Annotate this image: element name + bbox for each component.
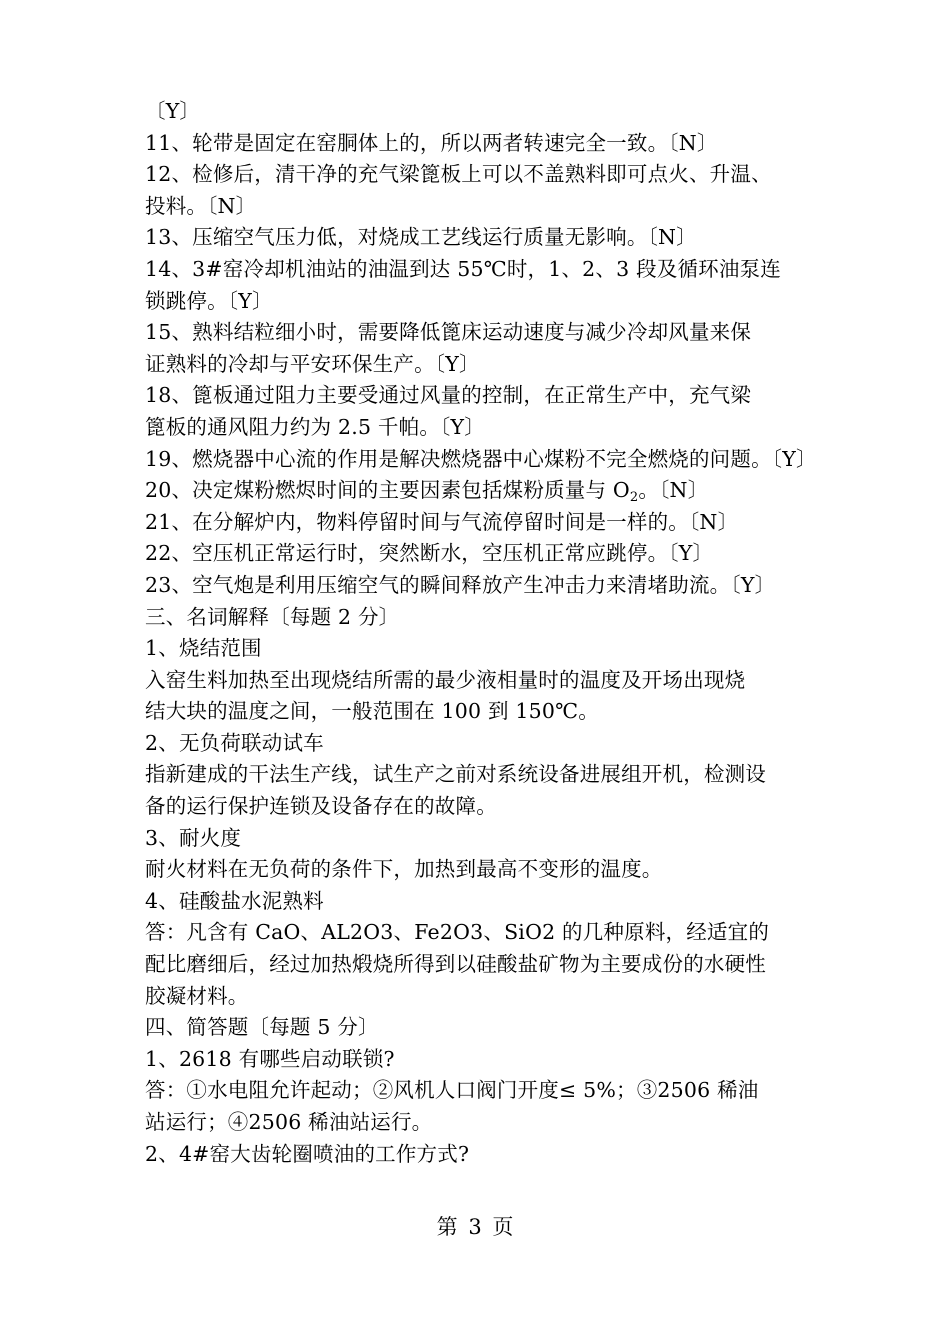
question-line: 2、4#窑大齿轮圈喷油的工作方式? (145, 1141, 470, 1166)
text-line: 22、空压机正常运行时，突然断水，空压机正常应跳停。〔Y〕 (145, 541, 714, 566)
term-title: 2、无负荷联动试车 (145, 730, 324, 755)
text-line: 指新建成的干法生产线，试生产之前对系统设备进展组开机，检测设 (145, 762, 766, 787)
page-number: 3 (468, 1215, 482, 1239)
term-title: 1、烧结范围 (145, 636, 262, 661)
line20-subscript: 2 (629, 490, 639, 506)
document-body (145, 96, 865, 1170)
text-line: 19、燃烧器中心流的作用是解决燃烧器中心煤粉不完全燃烧的问题。〔Y〕 (145, 446, 817, 471)
text-line: 证熟料的冷却与平安环保生产。〔Y〕 (145, 351, 480, 376)
text-line: 投料。〔N〕 (145, 193, 257, 218)
text-line: 入窑生料加热至出现烧结所需的最少液相量时的温度及开场出现烧 (145, 667, 746, 692)
text-line: 答：凡含有 CaO、AL2O3、Fe2O3、SiO2 的几种原料，经适宜的 (145, 920, 770, 945)
text-line: 13、压缩空气压力低，对烧成工艺线运行质量无影响。〔N〕 (145, 225, 697, 250)
text-line: 耐火材料在无负荷的条件下，加热到最高不变形的温度。 (145, 857, 663, 882)
text-line: 答：①水电阻允许起动；②风机人口阀门开度≤ 5%；③2506 稀油 (145, 1078, 759, 1103)
section-heading: 四、简答题〔每题 5 分〕 (145, 1015, 379, 1040)
term-title: 3、耐火度 (145, 825, 242, 850)
text-line: 15、熟料结粒细小时，需要降低篦床运动速度与减少冷却风量来保 (145, 320, 752, 345)
text-line: 14、3#窑冷却机油站的油温到达 55℃时，1、2、3 段及循环油泵连 (145, 256, 781, 281)
text-line: 站运行；④2506 稀油站运行。 (145, 1110, 433, 1134)
page-number-prefix: 第 (436, 1215, 458, 1239)
line20-before: 20、决定煤粉燃烬时间的主要因素包括煤粉质量与 O (145, 478, 630, 503)
page-footer (0, 1212, 950, 1242)
page-number-suffix: 页 (492, 1215, 514, 1239)
text-line: 11、轮带是固定在窑胴体上的，所以两者转速完全一致。〔N〕 (145, 130, 718, 155)
text-line: 备的运行保护连锁及设备存在的故障。 (145, 794, 497, 819)
text-line: 胶凝材料。 (145, 983, 249, 1008)
text-line: 〔Y〕 (145, 99, 201, 123)
text-line: 21、在分解炉内，物料停留时间与气流停留时间是一样的。〔N〕 (145, 509, 739, 534)
text-line: 12、检修后，清干净的充气梁篦板上可以不盖熟料即可点火、升温、 (145, 162, 772, 187)
text-line: 配比磨细后，经过加热煅烧所得到以硅酸盐矿物为主要成份的水硬性 (145, 952, 766, 977)
text-line: 篦板的通风阻力约为 2.5 千帕。〔Y〕 (145, 414, 485, 439)
text-line: 结大块的温度之间，一般范围在 100 到 150℃。 (145, 699, 599, 724)
text-line: 锁跳停。〔Y〕 (145, 288, 273, 313)
text-line: 23、空气炮是利用压缩空气的瞬间释放产生冲击力来清堵助流。〔Y〕 (145, 572, 776, 597)
line20-after: 。〔N〕 (638, 478, 709, 503)
question-line: 1、2618 有哪些启动联锁? (145, 1046, 395, 1071)
term-title: 4、硅酸盐水泥熟料 (145, 888, 324, 913)
section-heading: 三、名词解释〔每题 2 分〕 (145, 604, 400, 629)
text-line-o2 (145, 475, 865, 507)
text-line: 18、篦板通过阻力主要受通过风量的控制，在正常生产中，充气梁 (145, 383, 752, 408)
